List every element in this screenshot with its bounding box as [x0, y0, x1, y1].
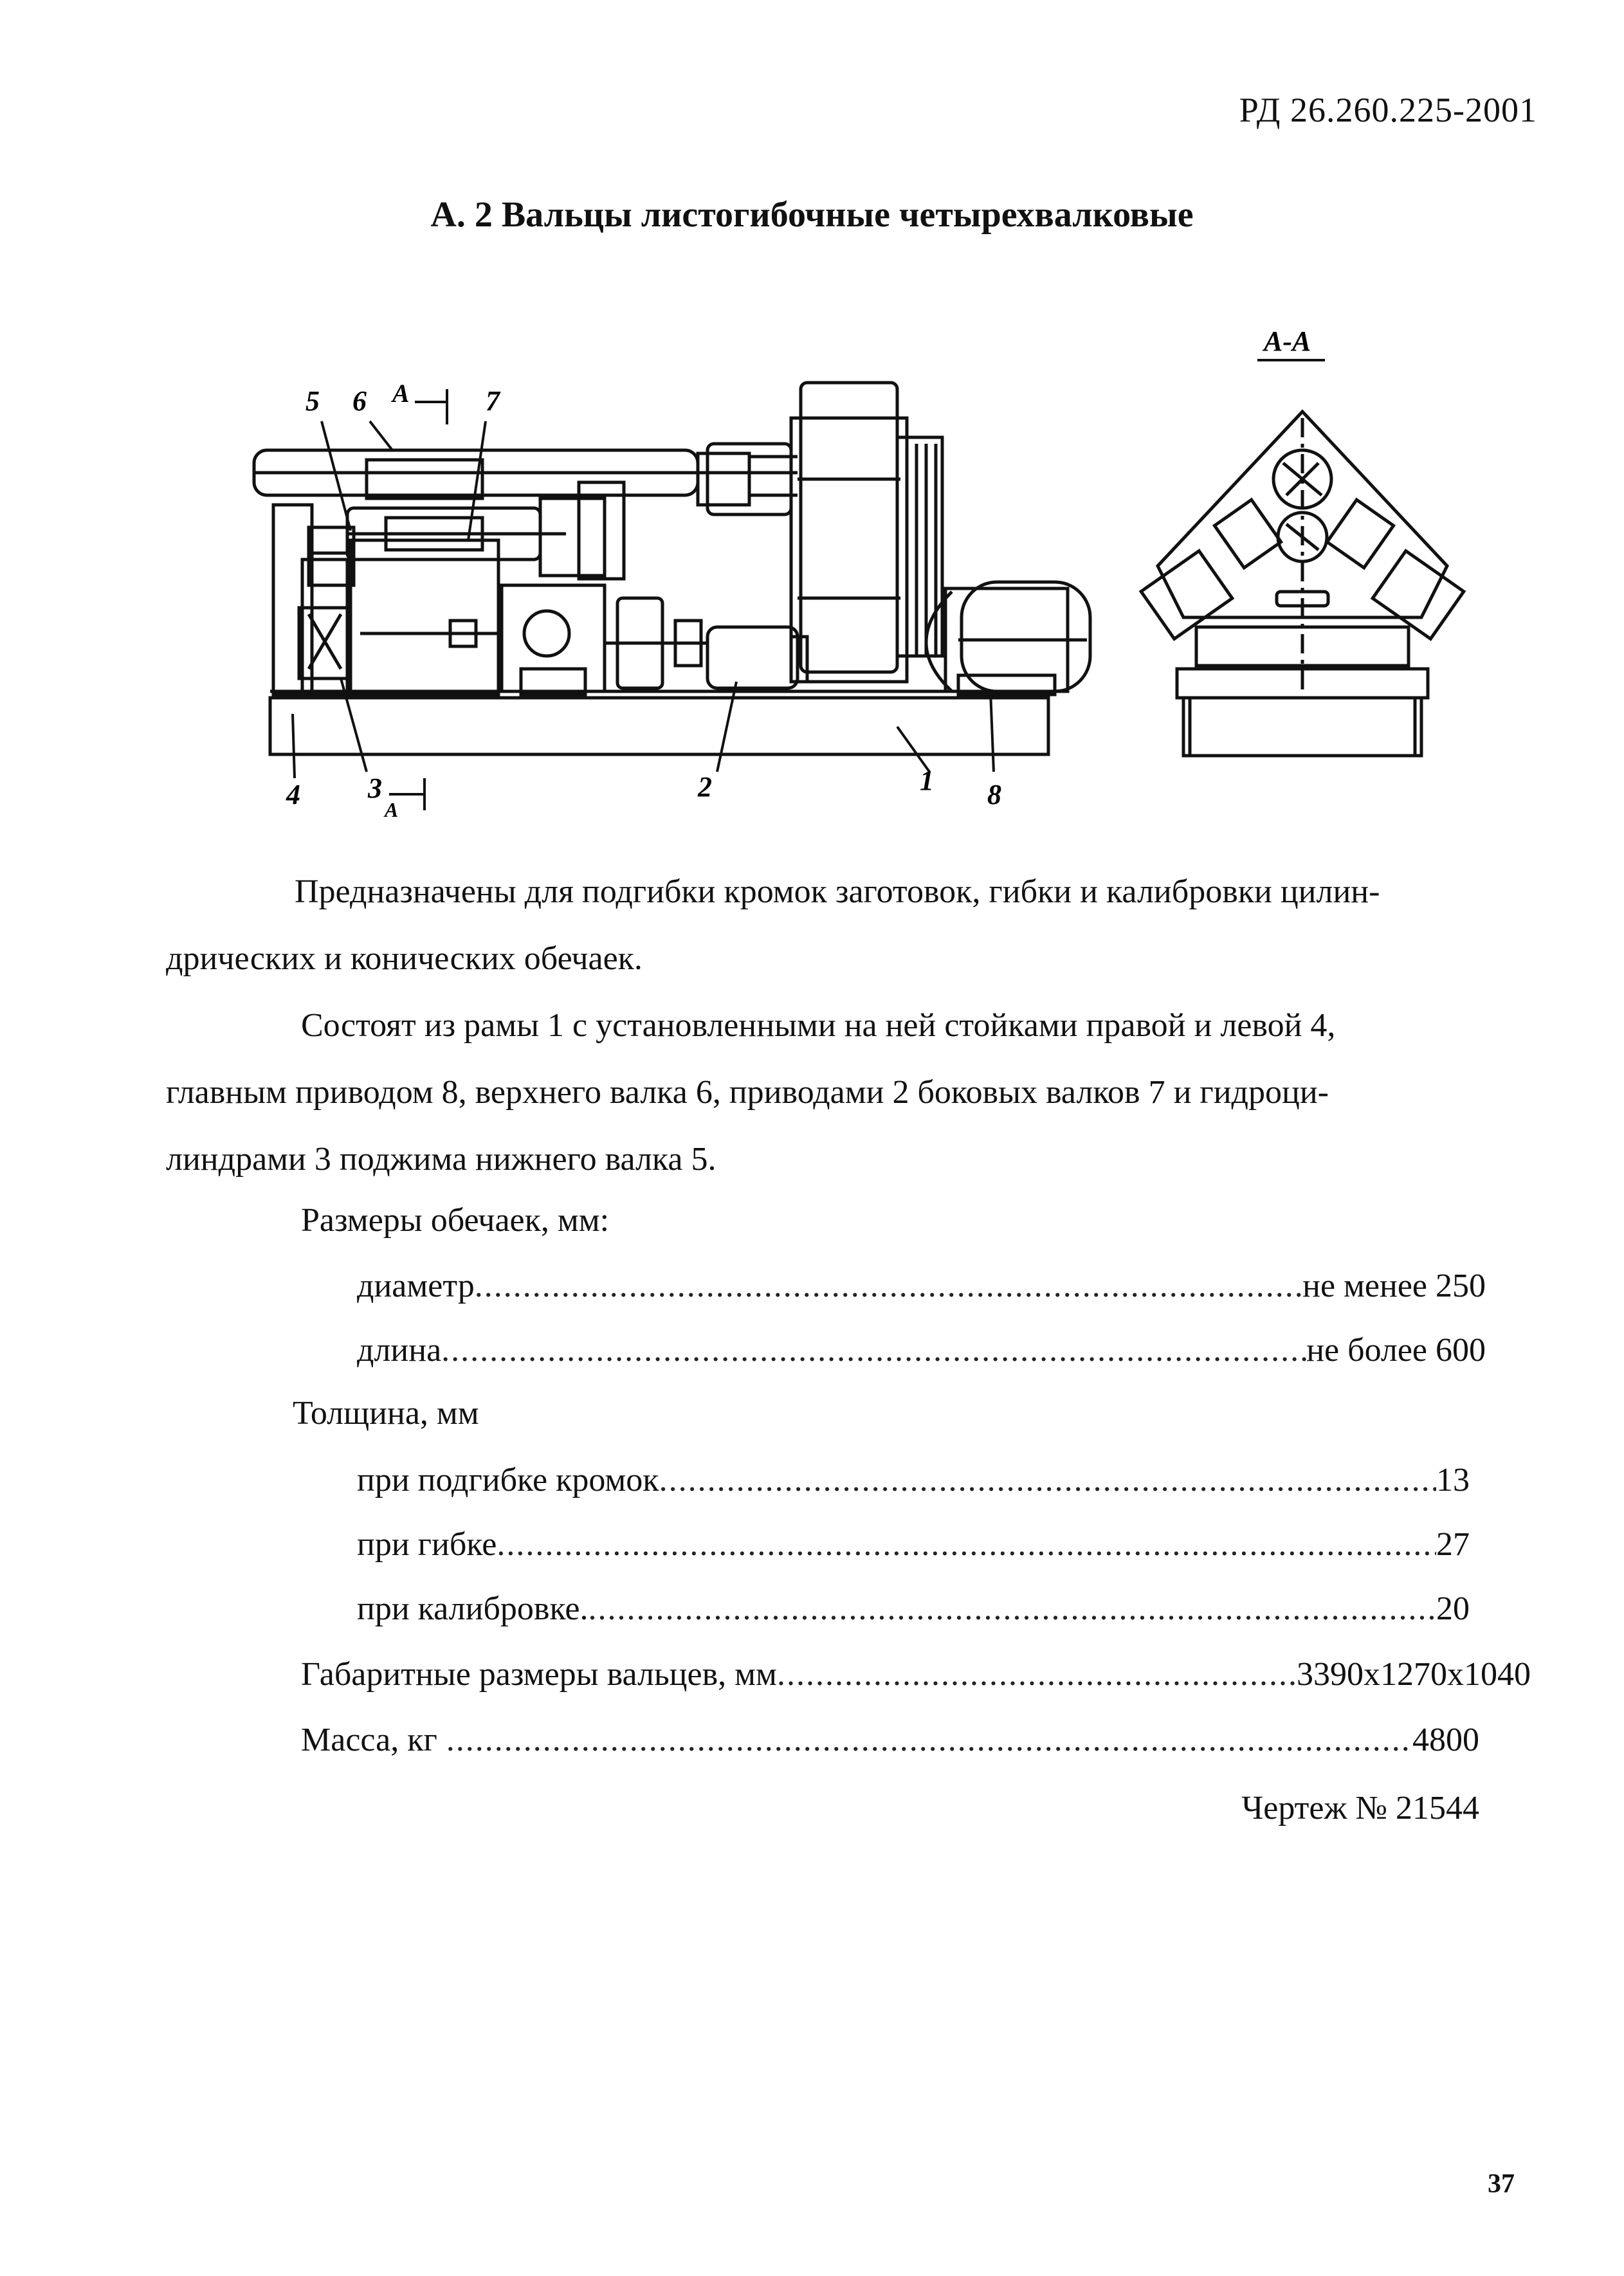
spec-value: не более 600 [1306, 1332, 1486, 1369]
spec-label: при подгибке кромок [357, 1462, 659, 1498]
spec-diameter [357, 1267, 1486, 1305]
leader-dots [441, 1331, 1306, 1369]
paragraph-line: линдрами 3 поджима нижнего валка 5. [166, 1141, 716, 1178]
section-title: А. 2 Вальцы листогибочные четырехвалковые [430, 195, 1194, 235]
thickness-label: Толщина, мм [293, 1395, 479, 1432]
paragraph-line: дрических и конических обечаек. [166, 940, 643, 977]
spec-label: при калибровке. [357, 1590, 588, 1627]
shell-sizes-label: Размеры обечаек, мм: [301, 1202, 610, 1239]
left-stand [273, 505, 312, 695]
spec-label: диаметр [357, 1268, 475, 1304]
callout-7: 7 [486, 385, 500, 417]
paragraph-line: Состоят из рамы 1 с установленными на ней стойками правой и левой 4, [301, 1007, 1336, 1044]
spec-calibration [357, 1590, 1470, 1628]
section-view [1141, 412, 1464, 756]
spec-label: при гибке [357, 1526, 497, 1563]
leader-dots [446, 1721, 1412, 1759]
side-drive-motor [707, 627, 798, 688]
spec-value: 4800 [1412, 1722, 1479, 1758]
spec-label: Габаритные размеры вальцев, мм [301, 1656, 777, 1693]
spec-value: 27 [1436, 1526, 1470, 1563]
callout-a-bottom: А [385, 798, 399, 821]
spec-value: не менее 250 [1302, 1268, 1486, 1304]
callout-5: 5 [306, 385, 320, 417]
callout-2: 2 [698, 771, 712, 803]
callout-4: 4 [286, 779, 300, 810]
callout-a-top: А [392, 379, 410, 408]
spec-edge-bending [357, 1461, 1470, 1499]
leader-dots [659, 1461, 1436, 1499]
spec-value: 20 [1436, 1590, 1470, 1627]
paragraph-line: главным приводом 8, верхнего валка 6, приводами 2 боковых валков 7 и гидроци- [166, 1074, 1329, 1111]
spec-value: 13 [1436, 1462, 1470, 1498]
spec-bending [357, 1525, 1470, 1563]
spec-overall-dimensions [301, 1655, 1531, 1693]
callout-3: 3 [368, 772, 382, 804]
document-code: РД 26.260.225-2001 [1239, 91, 1537, 129]
base-frame [270, 698, 1048, 754]
spec-label: Масса, кг [301, 1722, 437, 1758]
callout-1: 1 [920, 765, 934, 796]
leader-dots [777, 1655, 1297, 1693]
spec-label: длина [357, 1332, 442, 1369]
leader-dots [475, 1267, 1302, 1305]
spec-value: 3390x1270x1040 [1297, 1656, 1531, 1693]
callout-8: 8 [987, 779, 1001, 810]
page-number: 37 [1488, 2169, 1515, 2199]
leader-dots [588, 1590, 1436, 1628]
technical-drawing [0, 0, 1624, 913]
spec-mass [301, 1721, 1479, 1759]
leader-dots [497, 1525, 1436, 1563]
spec-length [357, 1331, 1486, 1369]
callout-6: 6 [352, 385, 367, 417]
drawing-reference: Чертеж № 21544 [1241, 1790, 1479, 1826]
gear-housing [801, 383, 897, 672]
paragraph-line: Предназначены для подгибки кромок заготовок, гибки и калибровки цилин- [295, 873, 1380, 910]
section-label: А-А [1264, 325, 1311, 357]
